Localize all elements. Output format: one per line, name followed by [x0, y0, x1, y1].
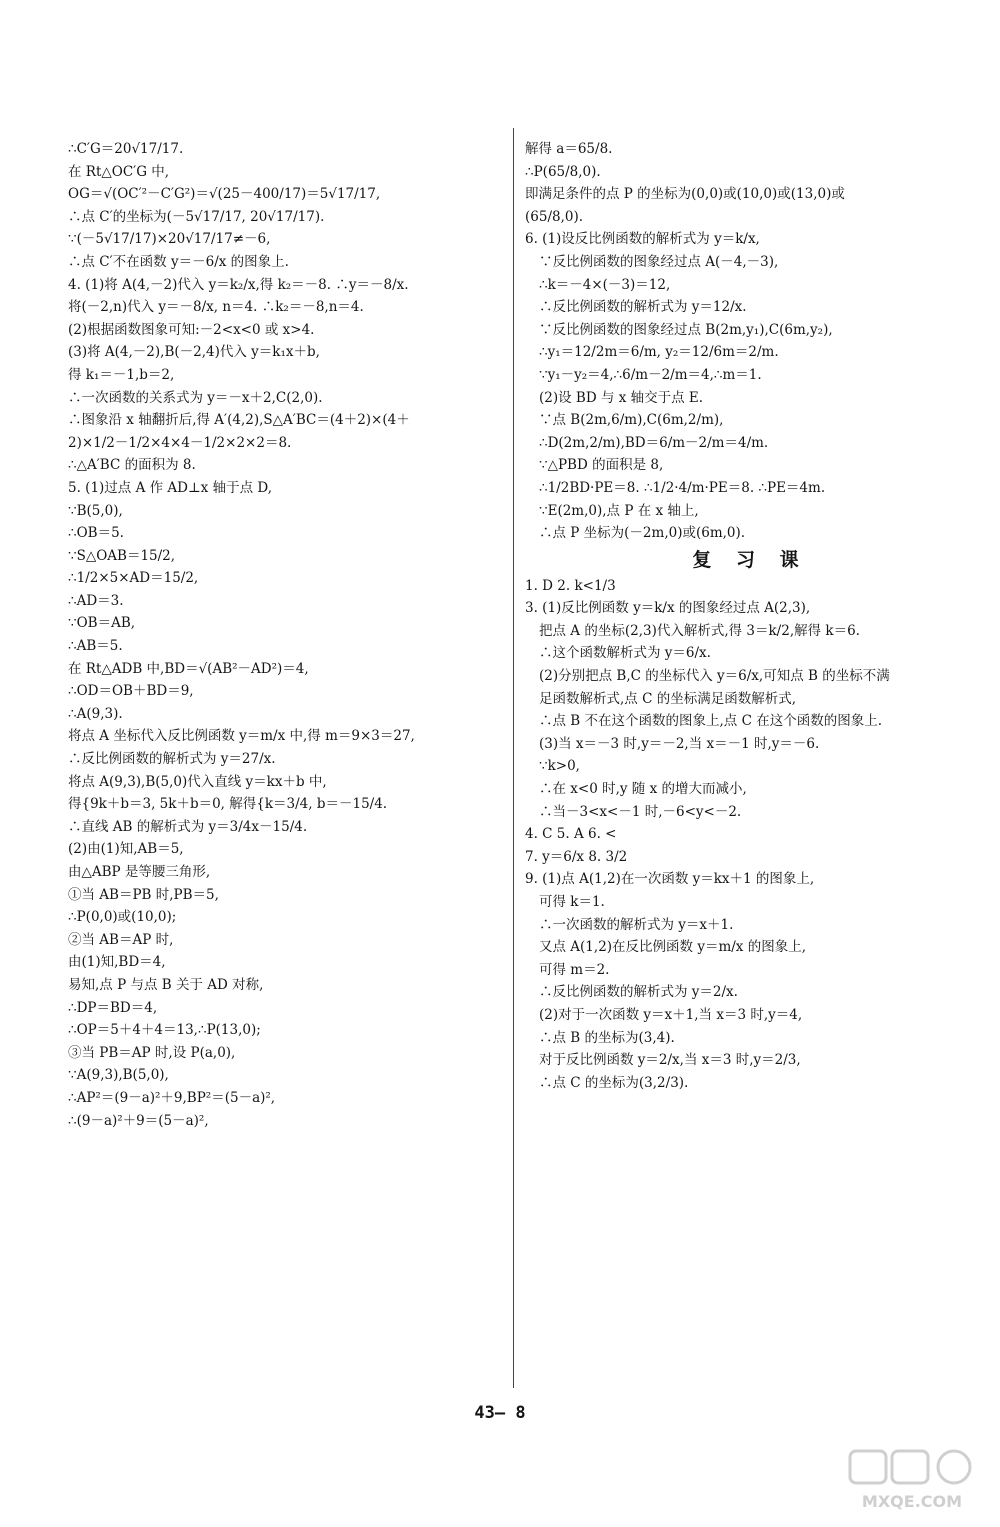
- text-line: ∴1/2×5×AD＝15/2,: [68, 570, 199, 587]
- text-line: ③当 PB＝AP 时,设 P(a,0),: [68, 1044, 236, 1061]
- text-line: ∴在 x<0 时,y 随 x 的增大而减小,: [539, 781, 747, 798]
- text-line: 7. y＝6/x 8. 3/2: [525, 848, 628, 865]
- text-line: ∴D(2m,2/m),BD＝6/m－2/m＝4/m.: [539, 434, 769, 451]
- text-line: ∴OP＝5＋4＋4＝13,∴P(13,0);: [68, 1022, 261, 1039]
- text-line: 将点 A 坐标代入反比例函数 y＝m/x 中,得 m＝9×3＝27,: [68, 728, 415, 745]
- text-line: ∵E(2m,0),点 P 在 x 轴上,: [539, 502, 699, 519]
- text-line: ∴点 B 的坐标为(3,4).: [539, 1029, 675, 1046]
- text-line: ∵△PBD 的面积是 8,: [539, 457, 664, 474]
- text-line: ∴C′G＝20√17/17.: [68, 141, 184, 157]
- text-line: ①当 AB＝PB 时,PB＝5,: [68, 886, 219, 903]
- text-line: ∴点 C′的坐标为(－5√17/17, 20√17/17).: [68, 208, 325, 225]
- text-line: 对于反比例函数 y＝2/x,当 x＝3 时,y＝2/3,: [539, 1052, 801, 1069]
- text-line: 可得 k＝1.: [539, 894, 605, 910]
- text-line: ∴当－3<x<－1 时,－6<y<－2.: [539, 803, 742, 820]
- text-line: (2)分别把点 B,C 的坐标代入 y＝6/x,可知点 B 的坐标不满: [539, 668, 890, 685]
- text-line: 5. (1)过点 A 作 AD⊥x 轴于点 D,: [68, 479, 273, 496]
- text-line: ∴P(65/8,0).: [525, 163, 601, 180]
- text-line: 6. (1)设反比例函数的解析式为 y＝k/x,: [525, 231, 760, 248]
- text-line: ∴反比例函数的解析式为 y＝27/x.: [68, 751, 276, 768]
- text-line: 解得 a＝65/8.: [525, 141, 613, 157]
- text-line: ∴直线 AB 的解析式为 y＝3/4x－15/4.: [68, 818, 308, 835]
- text-line: ∴反比例函数的解析式为 y＝12/x.: [539, 299, 747, 316]
- text-line: 4. (1)将 A(4,－2)代入 y＝k₂/x,得 k₂＝－8. ∴y＝－8/x.: [68, 276, 409, 293]
- text-line: 得 k₁＝－1,b＝2,: [68, 366, 175, 383]
- text-line: 4. C 5. A 6. <: [525, 826, 617, 843]
- text-line: 2)×1/2－1/2×4×4－1/2×2×2＝8.: [68, 434, 292, 451]
- text-line: (2)由(1)知,AB＝5,: [68, 841, 184, 858]
- text-line: 可得 m＝2.: [539, 961, 610, 978]
- text-line: ∵点 B(2m,6/m),C(6m,2/m),: [539, 412, 724, 429]
- text-line: 1. D 2. k<1/3: [525, 577, 616, 594]
- text-line: 将(－2,n)代入 y＝－8/x, n＝4. ∴k₂＝－8,n＝4.: [68, 299, 364, 316]
- watermark-logo: [842, 1445, 982, 1519]
- text-line: ∴这个函数解析式为 y＝6/x.: [539, 645, 711, 662]
- text-line: ∴OD＝OB＋BD＝9,: [68, 683, 194, 700]
- text-line: ∴图象沿 x 轴翻折后,得 A′(4,2),S△A′BC＝(4＋2)×(4＋: [68, 412, 410, 429]
- right-column: [525, 138, 975, 1094]
- text-line: ∴点 C 的坐标为(3,2/3).: [539, 1074, 689, 1091]
- text-line: ∵A(9,3),B(5,0),: [68, 1067, 169, 1084]
- text-line: ∴△A′BC 的面积为 8.: [68, 457, 196, 474]
- text-line: ∴P(0,0)或(10,0);: [68, 909, 177, 926]
- text-line: ∴k＝－4×(－3)＝12,: [539, 276, 671, 293]
- text-line: 由△ABP 是等腰三角形,: [68, 864, 211, 880]
- text-line: 由(1)知,BD＝4,: [68, 954, 166, 971]
- text-line: 9. (1)点 A(1,2)在一次函数 y＝kx＋1 的图象上,: [525, 871, 815, 888]
- text-line: 把点 A 的坐标(2,3)代入解析式,得 3＝k/2,解得 k＝6.: [539, 622, 860, 639]
- text-line: ∵k>0,: [539, 758, 580, 775]
- text-line: ∴AD＝3.: [68, 592, 124, 609]
- text-line: 即满足条件的点 P 的坐标为(0,0)或(10,0)或(13,0)或: [525, 186, 845, 203]
- text-line: ∴AB＝5.: [68, 638, 123, 655]
- text-line: ∵B(5,0),: [68, 502, 123, 519]
- text-line: (65/8,0).: [525, 208, 584, 225]
- text-line: ∴(9－a)²＋9＝(5－a)²,: [68, 1112, 209, 1129]
- text-line: 又点 A(1,2)在反比例函数 y＝m/x 的图象上,: [539, 939, 807, 956]
- text-line: ∴AP²＝(9－a)²＋9,BP²＝(5－a)²,: [68, 1089, 276, 1106]
- section-heading: 复 习 课: [692, 548, 808, 571]
- text-line: ∴一次函数的关系式为 y＝－x＋2,C(2,0).: [68, 389, 323, 406]
- text-line: ∵OB＝AB,: [68, 615, 136, 632]
- column-divider: [513, 128, 514, 1388]
- text-line: 3. (1)反比例函数 y＝k/x 的图象经过点 A(2,3),: [525, 600, 811, 617]
- text-line: (3)当 x＝－3 时,y＝－2,当 x＝－1 时,y＝－6.: [539, 735, 820, 752]
- text-line: ∴点 C′不在函数 y＝－6/x 的图象上.: [68, 253, 289, 270]
- text-line: 足函数解析式,点 C 的坐标满足函数解析式,: [539, 690, 796, 707]
- page-number: 43— 8: [474, 1403, 526, 1423]
- text-line: 在 Rt△OC′G 中,: [68, 163, 170, 180]
- text-line: (2)对于一次函数 y＝x＋1,当 x＝3 时,y＝4,: [539, 1006, 803, 1023]
- text-line: ∴1/2BD·PE＝8. ∴1/2·4/m·PE＝8. ∴PE＝4m.: [539, 479, 826, 496]
- text-line: (3)将 A(4,－2),B(－2,4)代入 y＝k₁x＋b,: [68, 344, 320, 361]
- text-line: ∴一次函数的解析式为 y＝x＋1.: [539, 916, 734, 933]
- text-line: (2)设 BD 与 x 轴交于点 E.: [539, 389, 704, 406]
- text-line: 得{9k＋b＝3, 5k＋b＝0, 解得{k＝3/4, b＝－15/4.: [68, 796, 388, 813]
- text-line: ∵反比例函数的图象经过点 A(－4,－3),: [539, 253, 779, 270]
- text-line: (2)根据函数图象可知:－2<x<0 或 x>4.: [68, 321, 315, 338]
- svg-text:MXQE.COM: MXQE.COM: [861, 1492, 963, 1511]
- left-column: [68, 138, 498, 1132]
- text-line: OG＝√(OC′²－C′G²)＝√(25－400/17)＝5√17/17,: [68, 186, 381, 203]
- text-line: ∵反比例函数的图象经过点 B(2m,y₁),C(6m,y₂),: [539, 321, 833, 338]
- text-line: ∴A(9,3).: [68, 705, 123, 722]
- text-line: ∴DP＝BD＝4,: [68, 999, 158, 1016]
- text-line: ∴点 P 坐标为(－2m,0)或(6m,0).: [539, 525, 746, 542]
- text-line: ②当 AB＝AP 时,: [68, 931, 174, 948]
- text-line: 将点 A(9,3),B(5,0)代入直线 y＝kx＋b 中,: [68, 773, 327, 790]
- text-line: ∵S△OAB＝15/2,: [68, 547, 176, 564]
- text-line: ∵y₁－y₂＝4,∴6/m－2/m＝4,∴m＝1.: [539, 366, 762, 383]
- text-line: ∴点 B 不在这个函数的图象上,点 C 在这个函数的图象上.: [539, 713, 882, 730]
- text-line: ∴OB＝5.: [68, 525, 124, 542]
- text-line: ∴y₁＝12/2m＝6/m, y₂＝12/6m＝2/m.: [539, 344, 779, 361]
- text-line: ∵(－5√17/17)×20√17/17≠－6,: [68, 231, 271, 248]
- text-line: 在 Rt△ADB 中,BD＝√(AB²－AD²)＝4,: [68, 660, 309, 677]
- text-line: ∴反比例函数的解析式为 y＝2/x.: [539, 984, 738, 1001]
- text-line: 易知,点 P 与点 B 关于 AD 对称,: [68, 976, 264, 993]
